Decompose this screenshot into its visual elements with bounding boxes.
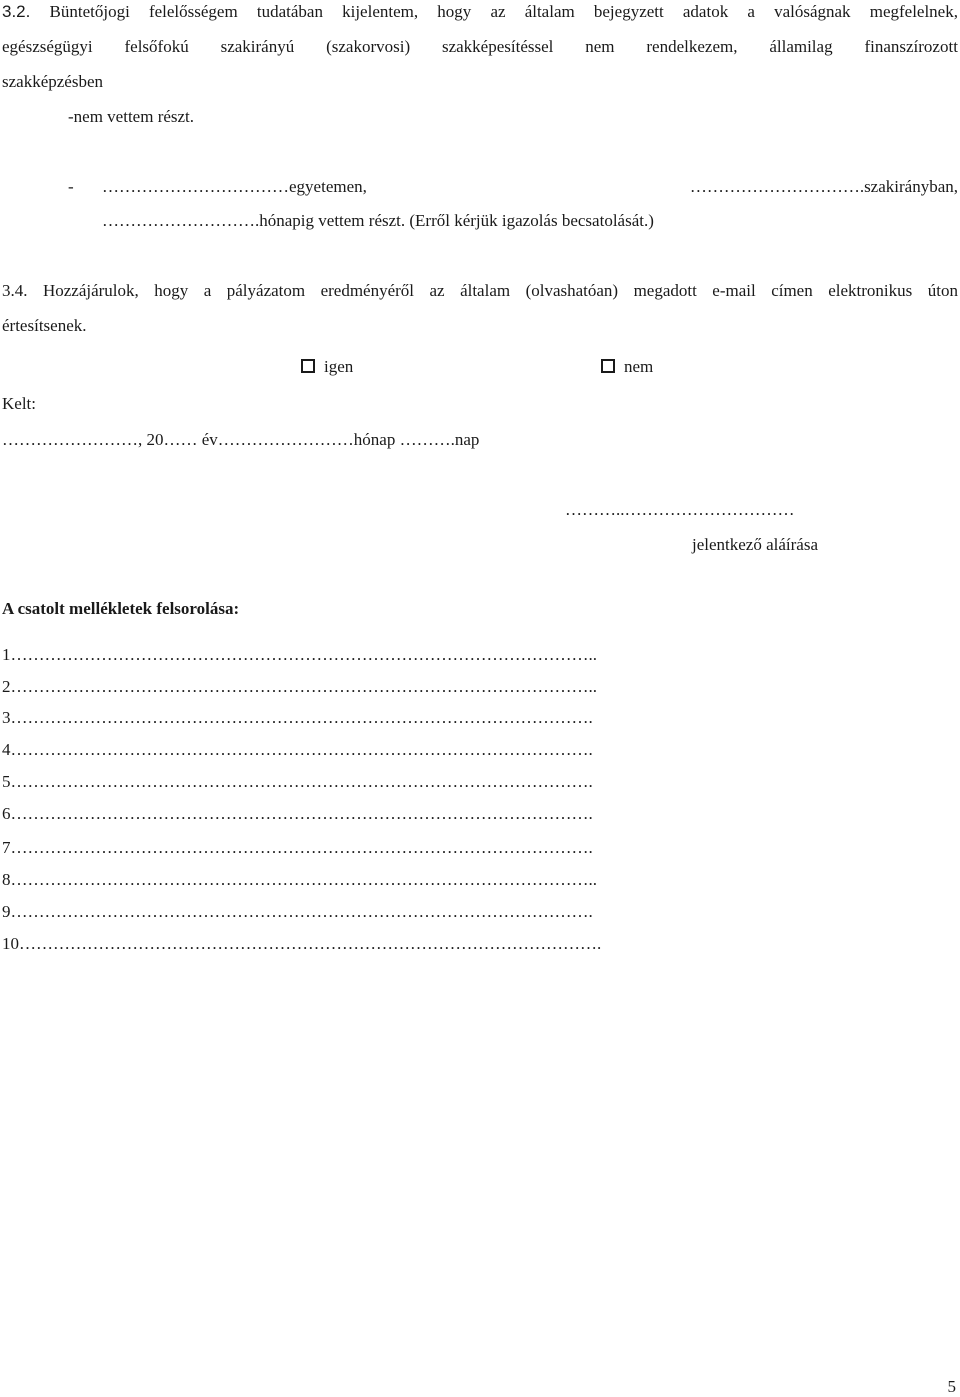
attachment-item: 1………………………………………………………………………………………….. [2,645,597,664]
attachment-item: 3…………………………………………………………………………………………. [2,708,593,727]
word: megadott [633,281,697,300]
attachment-item: 2………………………………………………………………………………………….. [2,677,597,696]
option-yes-label: igen [324,357,354,376]
checkbox-no[interactable] [601,359,615,373]
word: tudatában [256,2,323,21]
word: eredményéről [320,281,415,300]
word: szakképesítéssel [441,37,554,56]
attachments-title: A csatolt mellékletek felsorolása: [2,599,240,618]
section-3-2-line-3: szakképzésben [2,72,104,91]
word: (szakorvosi) [326,37,411,56]
word: pályázatom [226,281,306,300]
section-3-4-line-1 [2,281,958,301]
attachment-item: 10…………………………………………………………………………………………. [2,934,602,953]
word: e-mail [712,281,756,300]
word: szakirányú [220,37,295,56]
date-fill-in: ……………………, 20…… év……………………hónap ……….nap [2,430,480,449]
word: a [203,281,212,300]
months-fill-in: ……………………….hónapig vettem részt. (Erről kérjük igazolás becsatolását.) [102,211,654,230]
page-number: 5 [947,1377,956,1396]
signature-label: jelentkező aláírása [692,535,819,554]
word: az [429,281,445,300]
option-no-label: nem [624,357,654,376]
word: (olvashatóan) [525,281,619,300]
signature-line: ………..………………………… [565,500,795,519]
word: rendelkezem, [646,37,738,56]
attachment-item: 6…………………………………………………………………………………………. [2,804,593,823]
word: Hozzájárulok, [42,281,139,300]
attachment-item: 4…………………………………………………………………………………………. [2,740,593,759]
word: valóságnak [774,2,851,21]
section-3-2-line-1 [2,2,958,22]
word: címen [771,281,813,300]
section-3-2-line-2 [2,37,958,57]
word: hogy [437,2,472,21]
word: egészségügyi [2,37,93,56]
section-number: 3.2. [2,2,31,21]
word: adatok [682,2,729,21]
attachment-item: 5…………………………………………………………………………………………. [2,772,593,791]
word: nem [585,37,615,56]
section-number: 3.4. [2,281,28,300]
attachment-item: 8………………………………………………………………………………………….. [2,870,597,889]
checkbox-yes[interactable] [301,359,315,373]
option-not-participated: -nem vettem részt. [68,107,195,126]
word: felsőfokú [124,37,189,56]
word: az [490,2,506,21]
date-label: Kelt: [2,394,36,413]
section-3-4-line-2: értesítsenek. [2,316,87,335]
university-fill-in: ……………………………egyetemen, [102,177,367,196]
word: általam [460,281,511,300]
option-no[interactable] [601,357,653,377]
word: államilag [769,37,833,56]
option-yes[interactable] [301,357,353,377]
attachment-item: 7…………………………………………………………………………………………. [2,838,593,857]
word: finanszírozott [864,37,958,56]
word: kijelentem, [342,2,419,21]
word: bejegyzett [593,2,664,21]
word: hogy [154,281,189,300]
word: általam [524,2,575,21]
word: Büntetőjogi [49,2,130,21]
option-participated-dash: - [68,177,74,196]
word: megfelelnek, [869,2,958,21]
specialization-fill-in: ………………………….szakirányban, [689,177,958,196]
word: a [747,2,755,21]
word: elektronikus [828,281,913,300]
attachment-item: 9…………………………………………………………………………………………. [2,902,593,921]
word: felelősségem [148,2,238,21]
word: úton [927,281,958,300]
